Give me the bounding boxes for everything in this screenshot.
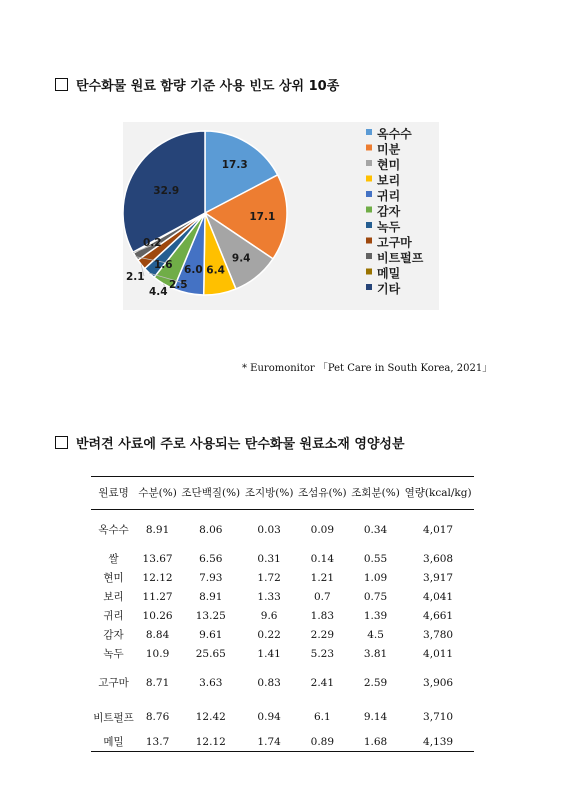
legend-label: 감자 [377, 204, 401, 219]
value-cell: 12.12 [142, 571, 173, 584]
legend-swatch [366, 222, 372, 228]
pie-chart [123, 122, 439, 310]
legend-swatch [366, 269, 372, 275]
table-row [91, 606, 474, 625]
value-cell: 1.39 [363, 609, 388, 622]
value-cell: 3,917 [423, 571, 454, 584]
value-cell: 25.65 [195, 647, 226, 660]
value-cell: 2.59 [363, 676, 388, 689]
value-cell: 1.83 [310, 609, 335, 622]
value-cell: 8.91 [145, 523, 170, 536]
pie-data-label: 2.1 [126, 271, 145, 283]
value-cell: 8.91 [199, 590, 223, 603]
value-cell: 2.41 [310, 676, 335, 689]
value-cell: 1.74 [257, 735, 281, 748]
pie-chart-panel [123, 122, 439, 310]
legend-swatch [366, 284, 372, 290]
value-cell: 0.34 [363, 523, 388, 536]
pie-data-label: 9.4 [231, 252, 251, 265]
pie-data-label: 17.1 [249, 211, 276, 224]
table-row [91, 732, 474, 752]
value-cell: 8.06 [199, 523, 223, 536]
value-cell: 10.9 [145, 647, 170, 660]
value-cell: 12.42 [195, 711, 226, 723]
nutrition-table [91, 476, 474, 752]
value-cell: 0.03 [257, 523, 281, 536]
value-cell: 8.84 [145, 628, 170, 641]
value-cell: 13.7 [145, 735, 170, 748]
legend-swatch [366, 129, 372, 135]
value-cell: 3.81 [363, 647, 388, 660]
value-cell: 9.61 [199, 628, 223, 641]
value-cell: 3,710 [423, 711, 454, 723]
table-row [91, 568, 474, 587]
value-cell: 9.6 [260, 609, 278, 622]
value-cell: 1.09 [363, 571, 388, 584]
legend-label: 녹두 [377, 220, 401, 234]
header-cell: 수분(%) [138, 487, 177, 499]
section-title: 탄수화물 원료 함량 기준 사용 빈도 상위 10종 [76, 79, 340, 94]
legend-swatch [366, 253, 372, 259]
section-heading-chart [55, 75, 339, 94]
value-cell: 8.71 [145, 676, 170, 689]
value-cell: 1.33 [257, 590, 281, 603]
header-cell: 원료명 [98, 487, 129, 499]
value-cell: 4,661 [423, 609, 454, 622]
ingredient-name-cell: 메밀 [103, 736, 124, 748]
value-cell: 0.83 [257, 676, 281, 689]
pie-data-label: 6.0 [184, 264, 203, 277]
pie-data-label: 1.6 [154, 259, 173, 271]
table-row [91, 587, 474, 606]
value-cell: 0.31 [257, 552, 281, 565]
legend-label: 귀리 [377, 189, 401, 203]
checkbox-square-icon [55, 78, 68, 91]
legend-swatch [366, 145, 372, 151]
table-row [91, 644, 474, 663]
legend-label: 메밀 [377, 266, 401, 281]
value-cell: 7.93 [199, 571, 223, 584]
ingredient-name-cell: 옥수수 [98, 524, 129, 536]
ingredient-name-cell: 현미 [103, 572, 124, 584]
value-cell: 0.14 [310, 552, 335, 565]
value-cell: 1.68 [363, 735, 388, 748]
header-cell: 조회분(%) [351, 487, 400, 499]
value-cell: 1.21 [310, 571, 335, 584]
table-row [91, 625, 474, 644]
value-cell: 3,906 [423, 676, 454, 689]
pie-data-label: 4.4 [149, 286, 168, 298]
legend-label: 보리 [377, 173, 401, 188]
legend-label: 미분 [377, 142, 401, 157]
header-cell: 조단백질(%) [181, 487, 241, 499]
value-cell: 3,780 [423, 628, 454, 641]
section-heading-table [55, 433, 405, 452]
table-row [91, 539, 474, 568]
value-cell: 3,608 [423, 552, 454, 565]
table-row [91, 663, 474, 692]
value-cell: 4,011 [423, 647, 454, 660]
value-cell: 0.75 [363, 590, 388, 603]
ingredient-name-cell: 녹두 [103, 648, 124, 660]
ingredient-name-cell: 보리 [103, 591, 124, 603]
pie-data-label: 32.9 [153, 184, 180, 197]
value-cell: 9.14 [363, 711, 388, 723]
header-cell: 조지방(%) [244, 487, 294, 499]
section-title: 반려견 사료에 주로 사용되는 탄수화물 원료소재 영양성분 [76, 437, 405, 452]
pie-data-label: 2.5 [169, 279, 188, 291]
value-cell: 13.67 [142, 552, 173, 565]
ingredient-name-cell: 고구마 [98, 677, 129, 689]
legend-label: 비트펄프 [377, 251, 424, 265]
value-cell: 12.12 [195, 735, 226, 748]
ingredient-name-cell: 감자 [103, 629, 124, 641]
table-header-row [91, 477, 474, 510]
value-cell: 1.41 [257, 647, 281, 660]
header-cell: 열량(kcal/kg) [404, 487, 472, 499]
ingredient-name-cell: 귀리 [103, 610, 124, 622]
legend-label: 고구마 [377, 235, 412, 250]
legend-swatch [366, 191, 372, 197]
value-cell: 4.5 [367, 628, 384, 641]
ingredient-name-cell: 비트펄프 [93, 711, 134, 724]
value-cell: 0.94 [257, 711, 281, 723]
value-cell: 10.26 [142, 609, 173, 622]
ingredient-name-cell: 쌀 [108, 553, 119, 565]
value-cell: 1.72 [257, 571, 281, 584]
value-cell: 3.63 [199, 676, 223, 689]
header-cell: 조섬유(%) [298, 487, 347, 499]
value-cell: 11.27 [142, 590, 173, 603]
legend-label: 현미 [377, 158, 401, 172]
checkbox-square-icon [55, 436, 68, 449]
value-cell: 6.1 [313, 711, 331, 723]
value-cell: 4,139 [423, 735, 454, 748]
value-cell: 0.7 [313, 590, 331, 603]
legend-label: 옥수수 [377, 127, 412, 141]
value-cell: 13.25 [195, 609, 226, 622]
source-note: * Euromonitor 「Pet Care in South Korea, 2021」 [242, 363, 493, 374]
legend-swatch [366, 176, 372, 182]
pie-data-label: 6.4 [206, 264, 225, 277]
value-cell: 0.89 [310, 735, 335, 748]
value-cell: 0.22 [257, 628, 281, 641]
value-cell: 6.56 [199, 552, 223, 565]
value-cell: 5.23 [310, 647, 335, 660]
legend-label: 기타 [377, 282, 401, 296]
value-cell: 0.55 [363, 552, 388, 565]
value-cell: 0.09 [310, 523, 335, 536]
value-cell: 4,017 [423, 523, 454, 536]
pie-data-label: 17.3 [221, 158, 248, 171]
legend-swatch [366, 160, 372, 166]
table-row [91, 692, 474, 732]
value-cell: 4,041 [423, 590, 454, 603]
legend-swatch [366, 238, 372, 244]
pie-data-label: 0.2 [143, 237, 162, 249]
value-cell: 8.76 [145, 711, 170, 723]
value-cell: 2.29 [310, 628, 335, 641]
table-row [91, 510, 474, 540]
legend-swatch [366, 207, 372, 213]
